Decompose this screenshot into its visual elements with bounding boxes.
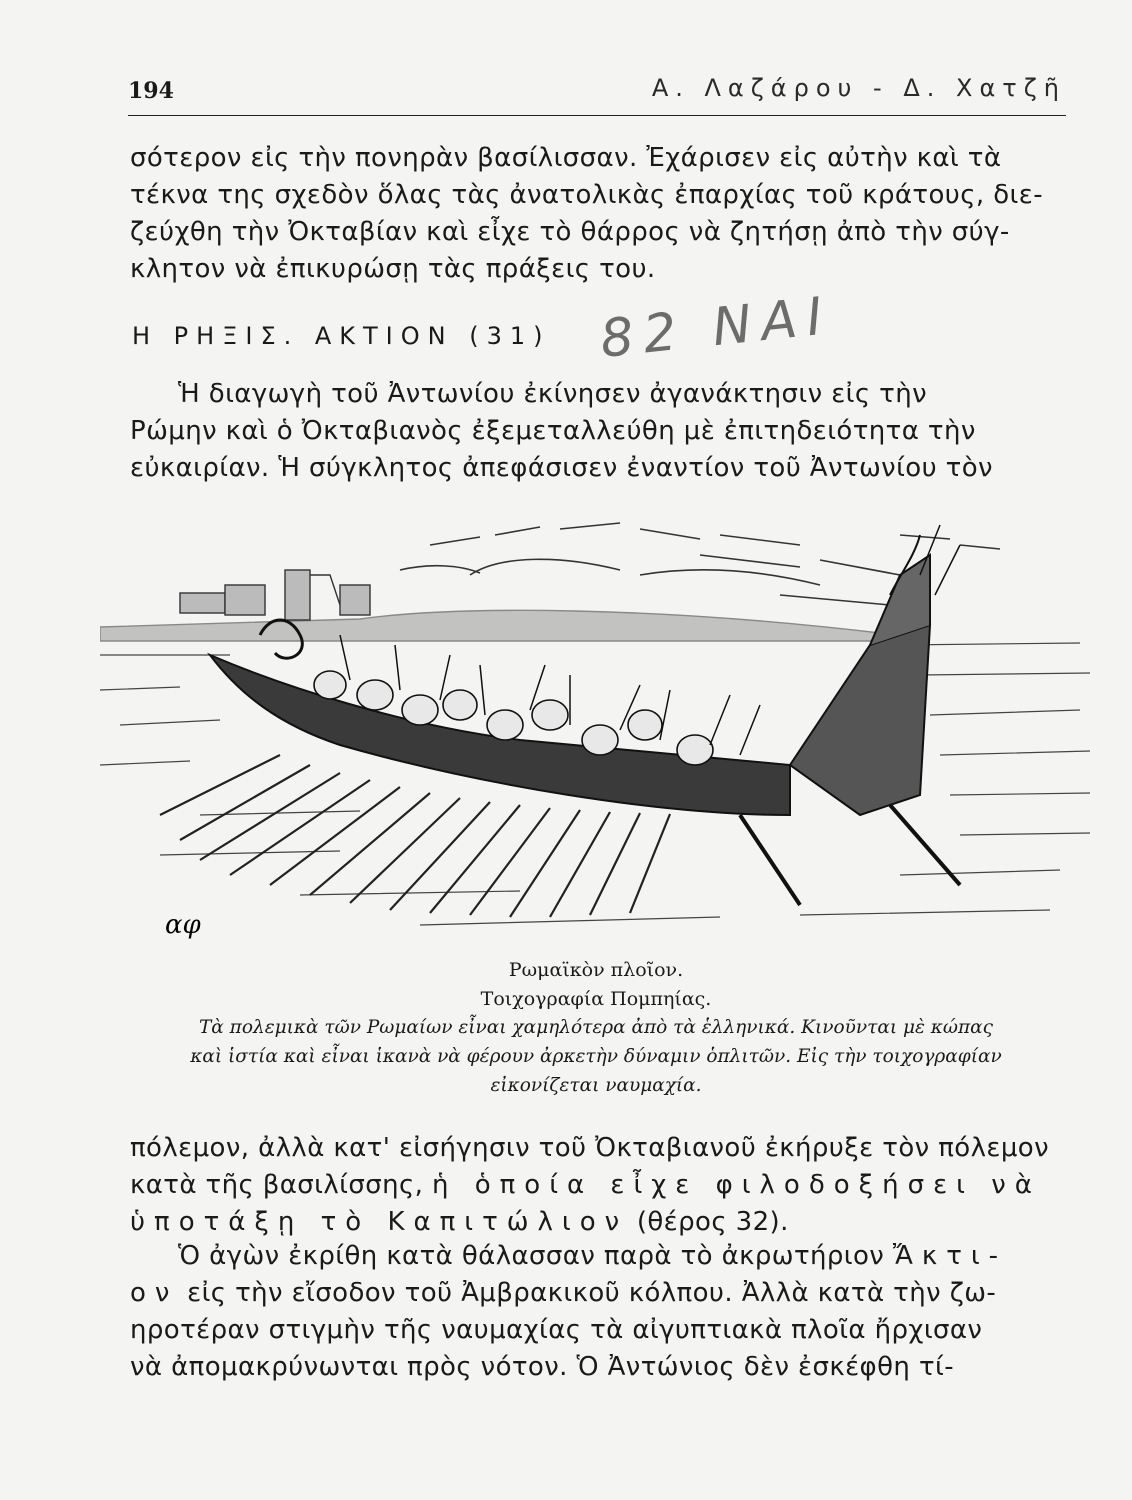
text-segment: (θέρος 32). bbox=[636, 1207, 789, 1237]
artist-signature bbox=[165, 910, 202, 940]
text-line: κλητον νὰ ἐπικυρώσῃ τὰς πράξεις του. bbox=[130, 254, 656, 284]
text-line: σότερον εἰς τὴν πονηρὰν βασίλισσαν. Ἐχάρισεν εἰς αὐτὴν καὶ τὰ bbox=[130, 143, 1002, 173]
shoreline bbox=[100, 610, 880, 641]
caption-line: Τὰ πολεμικὰ τῶν Ρωμαίων εἶναι χαμηλότερα ἀπὸ τὰ ἑλληνικά. Κινοῦνται μὲ κώπας bbox=[198, 1017, 994, 1038]
text-segment: κατὰ τῆς βασιλίσσης, bbox=[130, 1170, 424, 1200]
text-line: πόλεμον, ἀλλὰ κατ' εἰσήγησιν τοῦ Ὀκταβιανοῦ ἐκήρυξε τὸν πόλεμον bbox=[130, 1133, 1049, 1163]
emphasis-text: ἡ ὁποία εἶχε φιλοδοξήσει νὰ bbox=[432, 1170, 1041, 1200]
section-heading: Η ΡΗΞΙΣ. ΑΚΤΙΟΝ (31) bbox=[132, 322, 551, 350]
emphasis-text: ὑποτάξῃ τὸ Καπιτώλιον bbox=[130, 1207, 629, 1237]
text-line: τέκνα της σχεδὸν ὅλας τὰς ἀνατολικὰς ἐπαρχίας τοῦ κράτους, διε- bbox=[130, 180, 1043, 210]
header-rule bbox=[128, 115, 1066, 116]
text-segment: εἰς τὴν εἴσοδον τοῦ Ἀμβρακικοῦ κόλπου. Ἀλλὰ κατὰ τὴν ζω- bbox=[187, 1278, 997, 1308]
text-line bbox=[130, 1238, 1062, 1275]
text-line bbox=[130, 1167, 1062, 1204]
text-line: νὰ ἀπομακρύνωνται πρὸς νότον. Ὁ Ἀντώνιος δὲν ἐσκέφθη τί- bbox=[130, 1352, 954, 1382]
paragraph-3 bbox=[130, 1130, 1062, 1241]
ship-hull bbox=[210, 535, 960, 905]
text-line: Ρώμην καὶ ὁ Ὀκταβιανὸς ἐξεμεταλλεύθη μὲ ἐπιτηδειότητα τὴν bbox=[130, 416, 976, 446]
paragraph-2 bbox=[130, 376, 1062, 487]
distant-city bbox=[180, 570, 370, 620]
paragraph-1 bbox=[130, 140, 1062, 288]
figure-caption-note bbox=[130, 1013, 1062, 1100]
running-head: Α. Λαζάρου - Δ. Χατζῆ bbox=[651, 74, 1066, 102]
emphasis-text: ον bbox=[130, 1278, 179, 1308]
roman-ship-illustration bbox=[100, 515, 1090, 955]
text-line: εὐκαιρίαν. Ἡ σύγκλητος ἀπεφάσισεν ἐναντίον τοῦ Ἀντωνίου τὸν bbox=[130, 453, 993, 483]
text-line: ζεύχθη τὴν Ὀκταβίαν καὶ εἶχε τὸ θάρρος νὰ ζητήσῃ ἀπὸ τὴν σύγ- bbox=[130, 217, 1010, 247]
text-line: Ἡ διαγωγὴ τοῦ Ἀντωνίου ἐκίνησεν ἀγανάκτησιν εἰς τὴν bbox=[178, 379, 928, 409]
handwritten-note: 82 ΝΑΙ bbox=[597, 286, 836, 370]
emphasis-text: Ἄκτι- bbox=[892, 1241, 1008, 1271]
paragraph-4 bbox=[130, 1238, 1062, 1386]
figure-caption-source: Τοιχογραφία Πομπηίας. bbox=[480, 988, 712, 1010]
caption-line: καὶ ἱστία καὶ εἶναι ἱκανὰ νὰ φέρουν ἀρκετὴν δύναμιν ὁπλιτῶν. Εἰς τὴν τοιχογραφίαν bbox=[190, 1046, 1002, 1067]
text-line: ηροτέραν στιγμὴν τῆς ναυμαχίας τὰ αἰγυπτιακὰ πλοῖα ἤρχισαν bbox=[130, 1315, 983, 1345]
text-line bbox=[130, 1275, 1062, 1312]
figure-caption-title: Ρωμαϊκὸν πλοῖον. bbox=[508, 959, 684, 981]
caption-line: εἰκονίζεται ναυμαχία. bbox=[490, 1075, 702, 1096]
text-line bbox=[130, 1204, 1062, 1241]
text-segment: Ὁ ἀγὼν ἐκρίθη κατὰ θάλασσαν παρὰ τὸ ἀκρωτήριον bbox=[178, 1241, 885, 1271]
page-number: 194 bbox=[128, 78, 174, 104]
signature-text: αφ bbox=[165, 910, 201, 940]
